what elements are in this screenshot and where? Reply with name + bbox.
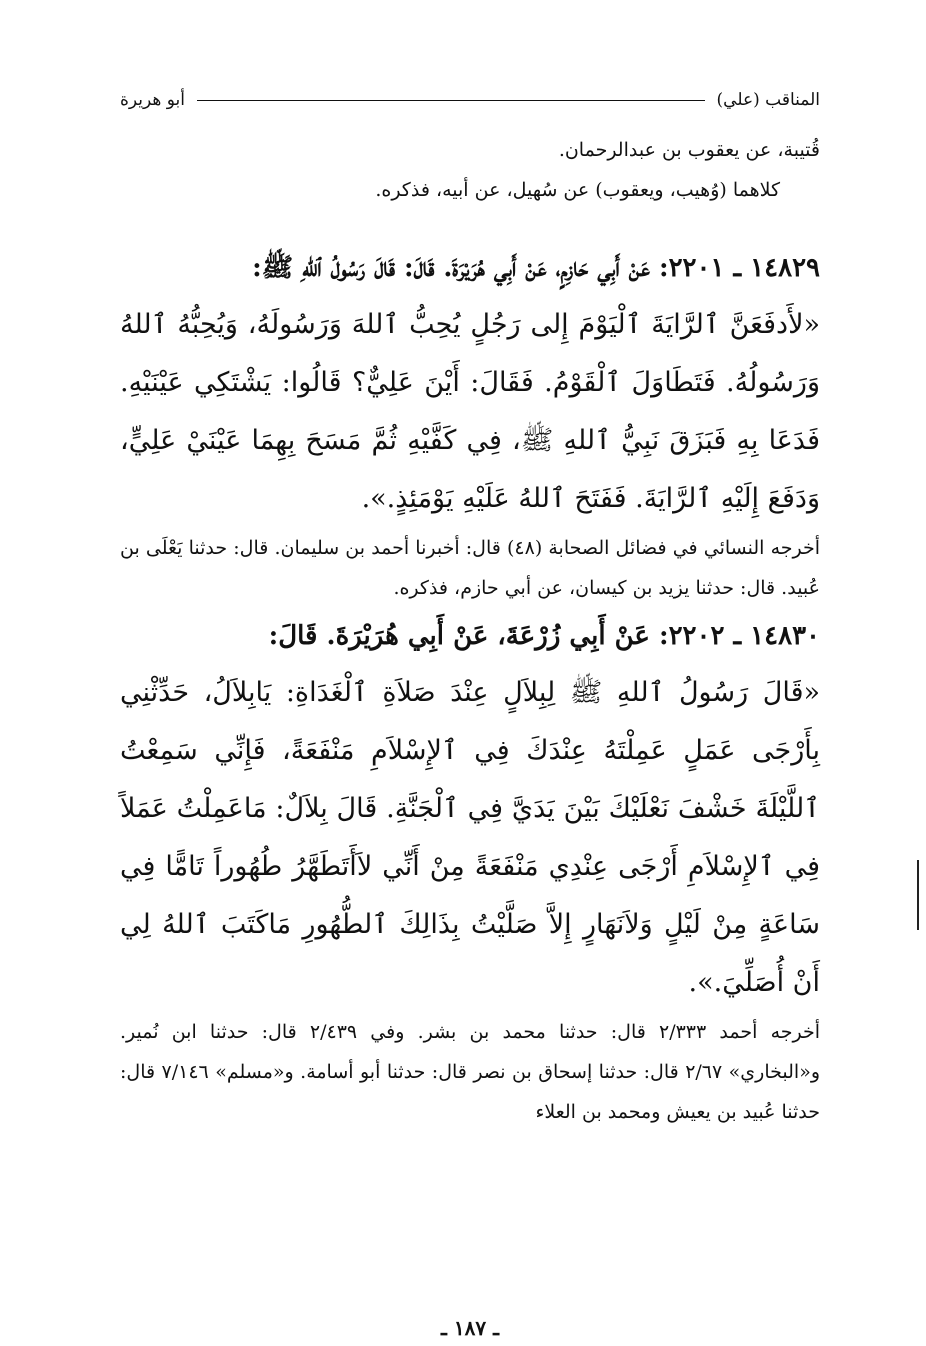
hadith-2-heading: ١٤٨٣٠ ـ ٢٢٠٢: عَنْ أَبِي زُرْعَةَ، عَنْ أَبِي هُرَيْرَةَ. قَالَ: xyxy=(268,621,820,651)
header-subsection: أبو هريرة xyxy=(120,90,186,110)
page-body xyxy=(120,84,821,1340)
preamble-line-1: قُتيبة، عن يعقوب بن عبدالرحمان. xyxy=(558,139,820,161)
preamble-line-2: كلاهما (وُهيب، ويعقوب) عن سُهيل، عن أبيه، فذكره. xyxy=(375,179,780,201)
hadith-1-text: «لأَدفَعَنَّ ٱلرَّايَةَ ٱلْيَوْمَ إِلى رَجُلٍ يُحِبُّ ٱللهَ وَرَسُولَهُ، وَيُحِبُّهُ ٱللهُ وَرَسُولُهُ. فَتَطَاوَلَ ٱلْقَوْمُ. فَقَالَ: أَيْنَ عَلِيٌّ؟ قَالُوا: يَشْتَكِي عَيْنَيْهِ. فَدَعَا بِهِ فَبَزَقَ نَبِيُّ ٱللهِ ﷺ، فِي كَفَّيْهِ ثُمَّ مَسَحَ بِهِمَا عَيْنَيْ عَلِيٍّ، وَدَفَعَ إِلَيْهِ ٱلرَّايَةَ. فَفَتَحَ ٱللهُ عَلَيْهِ يَوْمَئِذٍ.». xyxy=(120,309,820,514)
page-number: ـ ١٨٧ ـ xyxy=(441,1316,499,1340)
hadith-2-takhrij: أخرجه أحمد ٢/٣٣٣ قال: حدثنا محمد بن بشر. وفي ٢/٤٣٩ قال: حدثنا ابن نُمير. و«البخاري» ٢/٦٧ قال: حدثنا إسحاق بن نصر قال: حدثنا أبو أسامة. و«مسلم» ٧/١٤٦ قال: حدثنا عُبيد بن يعيش ومحمد بن العلاء xyxy=(120,1021,821,1123)
running-header xyxy=(120,84,820,116)
hadith-1-takhrij: أخرجه النسائي في فضائل الصحابة (٤٨) قال: أخبرنا أحمد بن سليمان. قال: حدثنا يَعْلَى بن عُبيد. قال: حدثنا يزيد بن كيسان، عن أبي حازم، فذكره. xyxy=(120,537,821,599)
hadith-2-text: «قَالَ رَسُولُ ٱللهِ ﷺ لِبِلاَلٍ عِنْدَ صَلاَةِ ٱلْغَدَاةِ: يَابِلاَلُ، حَدِّثْنِي بِأَرْجَى عَمَلٍ عَمِلْتَهُ عِنْدَكَ فِي ٱلإِسْلاَمِ مَنْفَعَةً، فَإِنِّي سَمِعْتُ ٱللَّيْلَةَ خَشْفَ نَعْلَيْكَ بَيْنَ يَدَيَّ فِي ٱلْجَنَّةِ. قَالَ بِلاَلٌ: مَاعَمِلْتُ عَمَلاً فِي ٱلإِسْلاَمِ أَرْجَى عِنْدِي مَنْفَعَةً مِنْ أَنِّي لاَأَتَطَهَّرُ طُهُوراً تَامًّا فِي سَاعَةٍ مِنْ لَيْلٍ وَلاَنَهَارٍ إِلاَّ صَلَّيْتُ بِذَالِكَ ٱلطُّهُورِ مَاكَتَبَ ٱللهُ لِي أَنْ أُصَلِّيَ.». xyxy=(120,677,820,998)
header-rule xyxy=(197,100,705,101)
hadith-1-heading: ١٤٨٢٩ ـ ٢٢٠١: عَنْ أَبِي حَازِمٍ، عَنْ أَبِي هُرَيْرَةَ. قَالَ: قَالَ رَسُولُ ٱللهِ ﷺ: xyxy=(252,253,820,283)
scan-edge-mark xyxy=(917,860,919,930)
header-section: المناقب (علي) xyxy=(716,90,820,110)
